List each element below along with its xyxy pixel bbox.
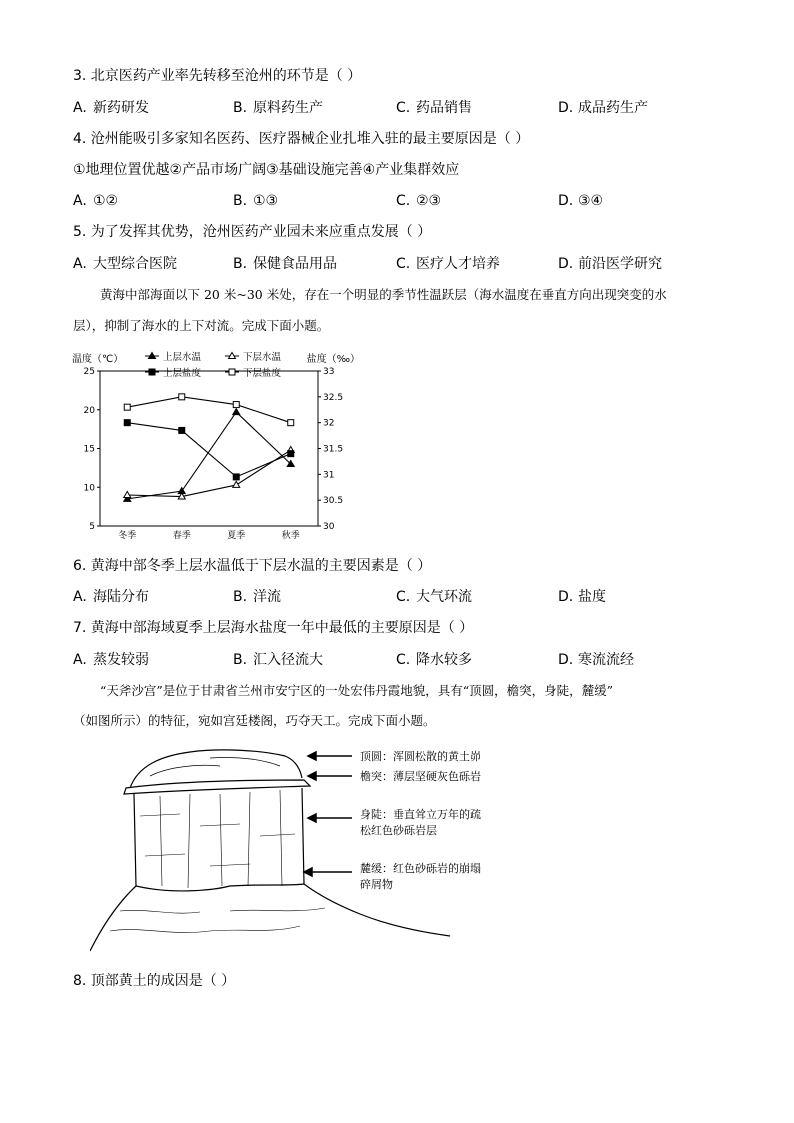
q7-option-a xyxy=(73,650,149,670)
legend-marker xyxy=(149,369,155,375)
option-text: ①③ xyxy=(253,193,279,209)
data-point-series-3 xyxy=(179,427,185,433)
q6-option-c xyxy=(396,587,472,607)
option-text: 寒流流经 xyxy=(578,652,634,668)
option-letter: C. xyxy=(396,193,411,209)
option-letter: D. xyxy=(558,256,574,272)
q5-option-a xyxy=(73,254,177,274)
option-letter: B. xyxy=(233,589,248,605)
label-top: 顶圆：浑圆松散的黄土峁 xyxy=(360,750,481,763)
option-letter: A. xyxy=(73,589,87,605)
arrowhead xyxy=(308,772,316,780)
passage-2-line-2: （如图所示）的特征，宛如宫廷楼阁，巧夺天工。完成下面小题。 xyxy=(73,713,436,728)
option-text: 蒸发较弱 xyxy=(93,652,149,668)
option-text: ③④ xyxy=(578,193,604,209)
option-letter: C. xyxy=(396,589,411,605)
option-text: 洋流 xyxy=(253,589,281,605)
question-7-stem: 7. 黄海中部海域夏季上层海水盐度一年中最低的主要原因是（ ） xyxy=(73,620,474,636)
left-tick-label: 5 xyxy=(89,522,95,532)
question-4-stem: 4. 沧州能吸引多家知名医药、医疗器械企业扎堆入驻的最主要原因是（ ） xyxy=(73,131,530,147)
foot-slope xyxy=(90,884,450,951)
data-point-series-4 xyxy=(233,402,239,408)
right-tick-label: 31.5 xyxy=(323,444,344,455)
passage-1-line-1: 黄海中部海面以下 20 米~30 米处，存在一个明显的季节性温跃层（海水温度在垂直方向出现突变的水 xyxy=(100,287,667,302)
option-letter: B. xyxy=(233,100,248,116)
q6-option-b xyxy=(233,587,281,607)
x-tick-label: 春季 xyxy=(172,531,191,541)
option-letter: B. xyxy=(233,652,248,668)
loess-cap-texture xyxy=(150,757,280,776)
series-line-1 xyxy=(127,412,291,499)
right-tick-label: 31 xyxy=(323,470,335,481)
q4-option-c xyxy=(396,191,441,211)
label-eave: 檐突：薄层坚硬灰色砾岩 xyxy=(360,770,481,783)
data-point-series-3 xyxy=(124,420,130,426)
option-text: ②③ xyxy=(416,193,442,209)
question-5-stem: 5. 为了发挥其优势，沧州医药产业园未来应重点发展（ ） xyxy=(73,224,432,240)
option-letter: C. xyxy=(396,100,411,116)
option-text: 盐度 xyxy=(578,589,606,605)
option-text: 大型综合医院 xyxy=(93,256,177,272)
data-point-series-1 xyxy=(233,409,240,415)
left-tick-label: 25 xyxy=(83,367,95,377)
q4-option-d xyxy=(558,191,603,211)
data-point-series-4 xyxy=(124,404,130,410)
q4-option-b xyxy=(233,191,278,211)
question-3-stem: 3. 北京医药产业率先转移至沧州的环节是（ ） xyxy=(73,68,362,84)
q3-option-c xyxy=(396,98,472,118)
question-8-stem: 8. 顶部黄土的成因是（ ） xyxy=(73,973,236,989)
right-tick-label: 32 xyxy=(323,418,335,429)
option-letter: A. xyxy=(73,652,87,668)
q6-option-a xyxy=(73,587,149,607)
option-text: 降水较多 xyxy=(416,652,472,668)
label-cliff-line-2: 松红色砂砾岩层 xyxy=(360,824,437,837)
q7-option-d xyxy=(558,650,634,670)
arrowhead xyxy=(304,868,312,876)
question-4-statements: ①地理位置优越②产品市场广阔③基础设施完善④产业集群效应 xyxy=(73,162,460,178)
legend-label: 上层盐度 xyxy=(163,368,202,379)
option-text: 原料药生产 xyxy=(253,100,323,116)
option-text: 新药研发 xyxy=(93,100,149,116)
option-text: 药品销售 xyxy=(416,100,472,116)
right-axis-label: 盐度（‰） xyxy=(306,354,360,365)
option-letter: C. xyxy=(396,652,411,668)
passage-1-line-2: 层），抑制了海水的上下对流。完成下面小题。 xyxy=(73,318,330,333)
legend-label: 上层水温 xyxy=(163,352,202,363)
loess-cap-outline xyxy=(130,750,302,788)
arrowhead xyxy=(308,752,316,760)
option-letter: D. xyxy=(558,100,574,116)
option-letter: A. xyxy=(73,193,87,209)
q5-option-d xyxy=(558,254,662,274)
right-tick-label: 30.5 xyxy=(323,496,344,507)
label-arrows xyxy=(304,752,352,876)
q6-option-d xyxy=(558,587,606,607)
option-text: 保健食品用品 xyxy=(253,256,337,272)
label-foot-line-1: 麓缓：红色砂砾岩的崩塌 xyxy=(360,862,481,875)
option-letter: D. xyxy=(558,652,574,668)
x-tick-label: 冬季 xyxy=(118,531,137,541)
left-tick-label: 20 xyxy=(83,405,95,416)
label-foot-line-2: 碎屑物 xyxy=(360,878,393,891)
option-letter: D. xyxy=(558,193,574,209)
passage-2-line-1: “天斧沙宫”是位于甘肃省兰州市安宁区的一处宏伟丹霞地貌，具有“顶圆，檐突，身陡，麓缓” xyxy=(100,683,614,698)
q5-option-c xyxy=(396,254,500,274)
left-tick-label: 10 xyxy=(83,483,95,494)
q4-option-a xyxy=(73,191,118,211)
legend-label: 下层水温 xyxy=(243,352,282,363)
temperature-salinity-chart xyxy=(70,350,360,542)
x-tick-label: 秋季 xyxy=(281,531,300,541)
q7-option-b xyxy=(233,650,323,670)
series-line-4 xyxy=(127,397,291,423)
left-axis-label: 温度（℃） xyxy=(72,354,124,365)
eave-layer xyxy=(124,780,310,794)
option-text: ①② xyxy=(93,193,119,209)
label-cliff-line-1: 身陡：垂直耸立万年的疏 xyxy=(360,808,481,821)
question-6-stem: 6. 黄海中部冬季上层水温低于下层水温的主要因素是（ ） xyxy=(73,558,432,574)
data-point-series-4 xyxy=(179,394,185,400)
option-letter: A. xyxy=(73,256,87,272)
option-letter: A. xyxy=(73,100,87,116)
arrowhead xyxy=(308,814,316,822)
option-text: 大气环流 xyxy=(416,589,472,605)
q3-option-b xyxy=(233,98,323,118)
series-line-2 xyxy=(127,450,291,497)
data-point-series-3 xyxy=(233,474,239,480)
cliff-sides xyxy=(134,788,304,886)
data-point-series-2 xyxy=(233,481,240,487)
data-point-series-2 xyxy=(124,492,131,498)
q3-option-a xyxy=(73,98,149,118)
x-tick-label: 夏季 xyxy=(227,531,246,541)
option-letter: C. xyxy=(396,256,411,272)
q5-option-b xyxy=(233,254,337,274)
legend-label: 下层盐度 xyxy=(243,368,282,379)
right-tick-label: 32.5 xyxy=(323,392,344,403)
data-point-series-3 xyxy=(288,451,294,457)
right-tick-label: 33 xyxy=(323,367,335,377)
q3-option-d xyxy=(558,98,648,118)
option-letter: D. xyxy=(558,589,574,605)
option-text: 成品药生产 xyxy=(578,100,648,116)
data-point-series-4 xyxy=(288,420,294,426)
plot-frame xyxy=(100,371,318,526)
left-tick-label: 15 xyxy=(83,444,95,455)
cliff-vertical-fissures xyxy=(160,790,282,888)
right-tick-label: 30 xyxy=(323,522,335,532)
option-text: 汇入径流大 xyxy=(253,652,323,668)
cliff-horizontal-strata xyxy=(140,814,295,866)
legend-marker xyxy=(229,369,235,375)
series-line-3 xyxy=(127,423,291,477)
option-text: 医疗人才培养 xyxy=(416,256,500,272)
landform-sketch-figure xyxy=(90,736,510,958)
option-letter: B. xyxy=(233,256,248,272)
option-text: 海陆分布 xyxy=(93,589,149,605)
option-letter: B. xyxy=(233,193,248,209)
slope-debris xyxy=(110,908,325,932)
q7-option-c xyxy=(396,650,472,670)
option-text: 前沿医学研究 xyxy=(578,256,662,272)
